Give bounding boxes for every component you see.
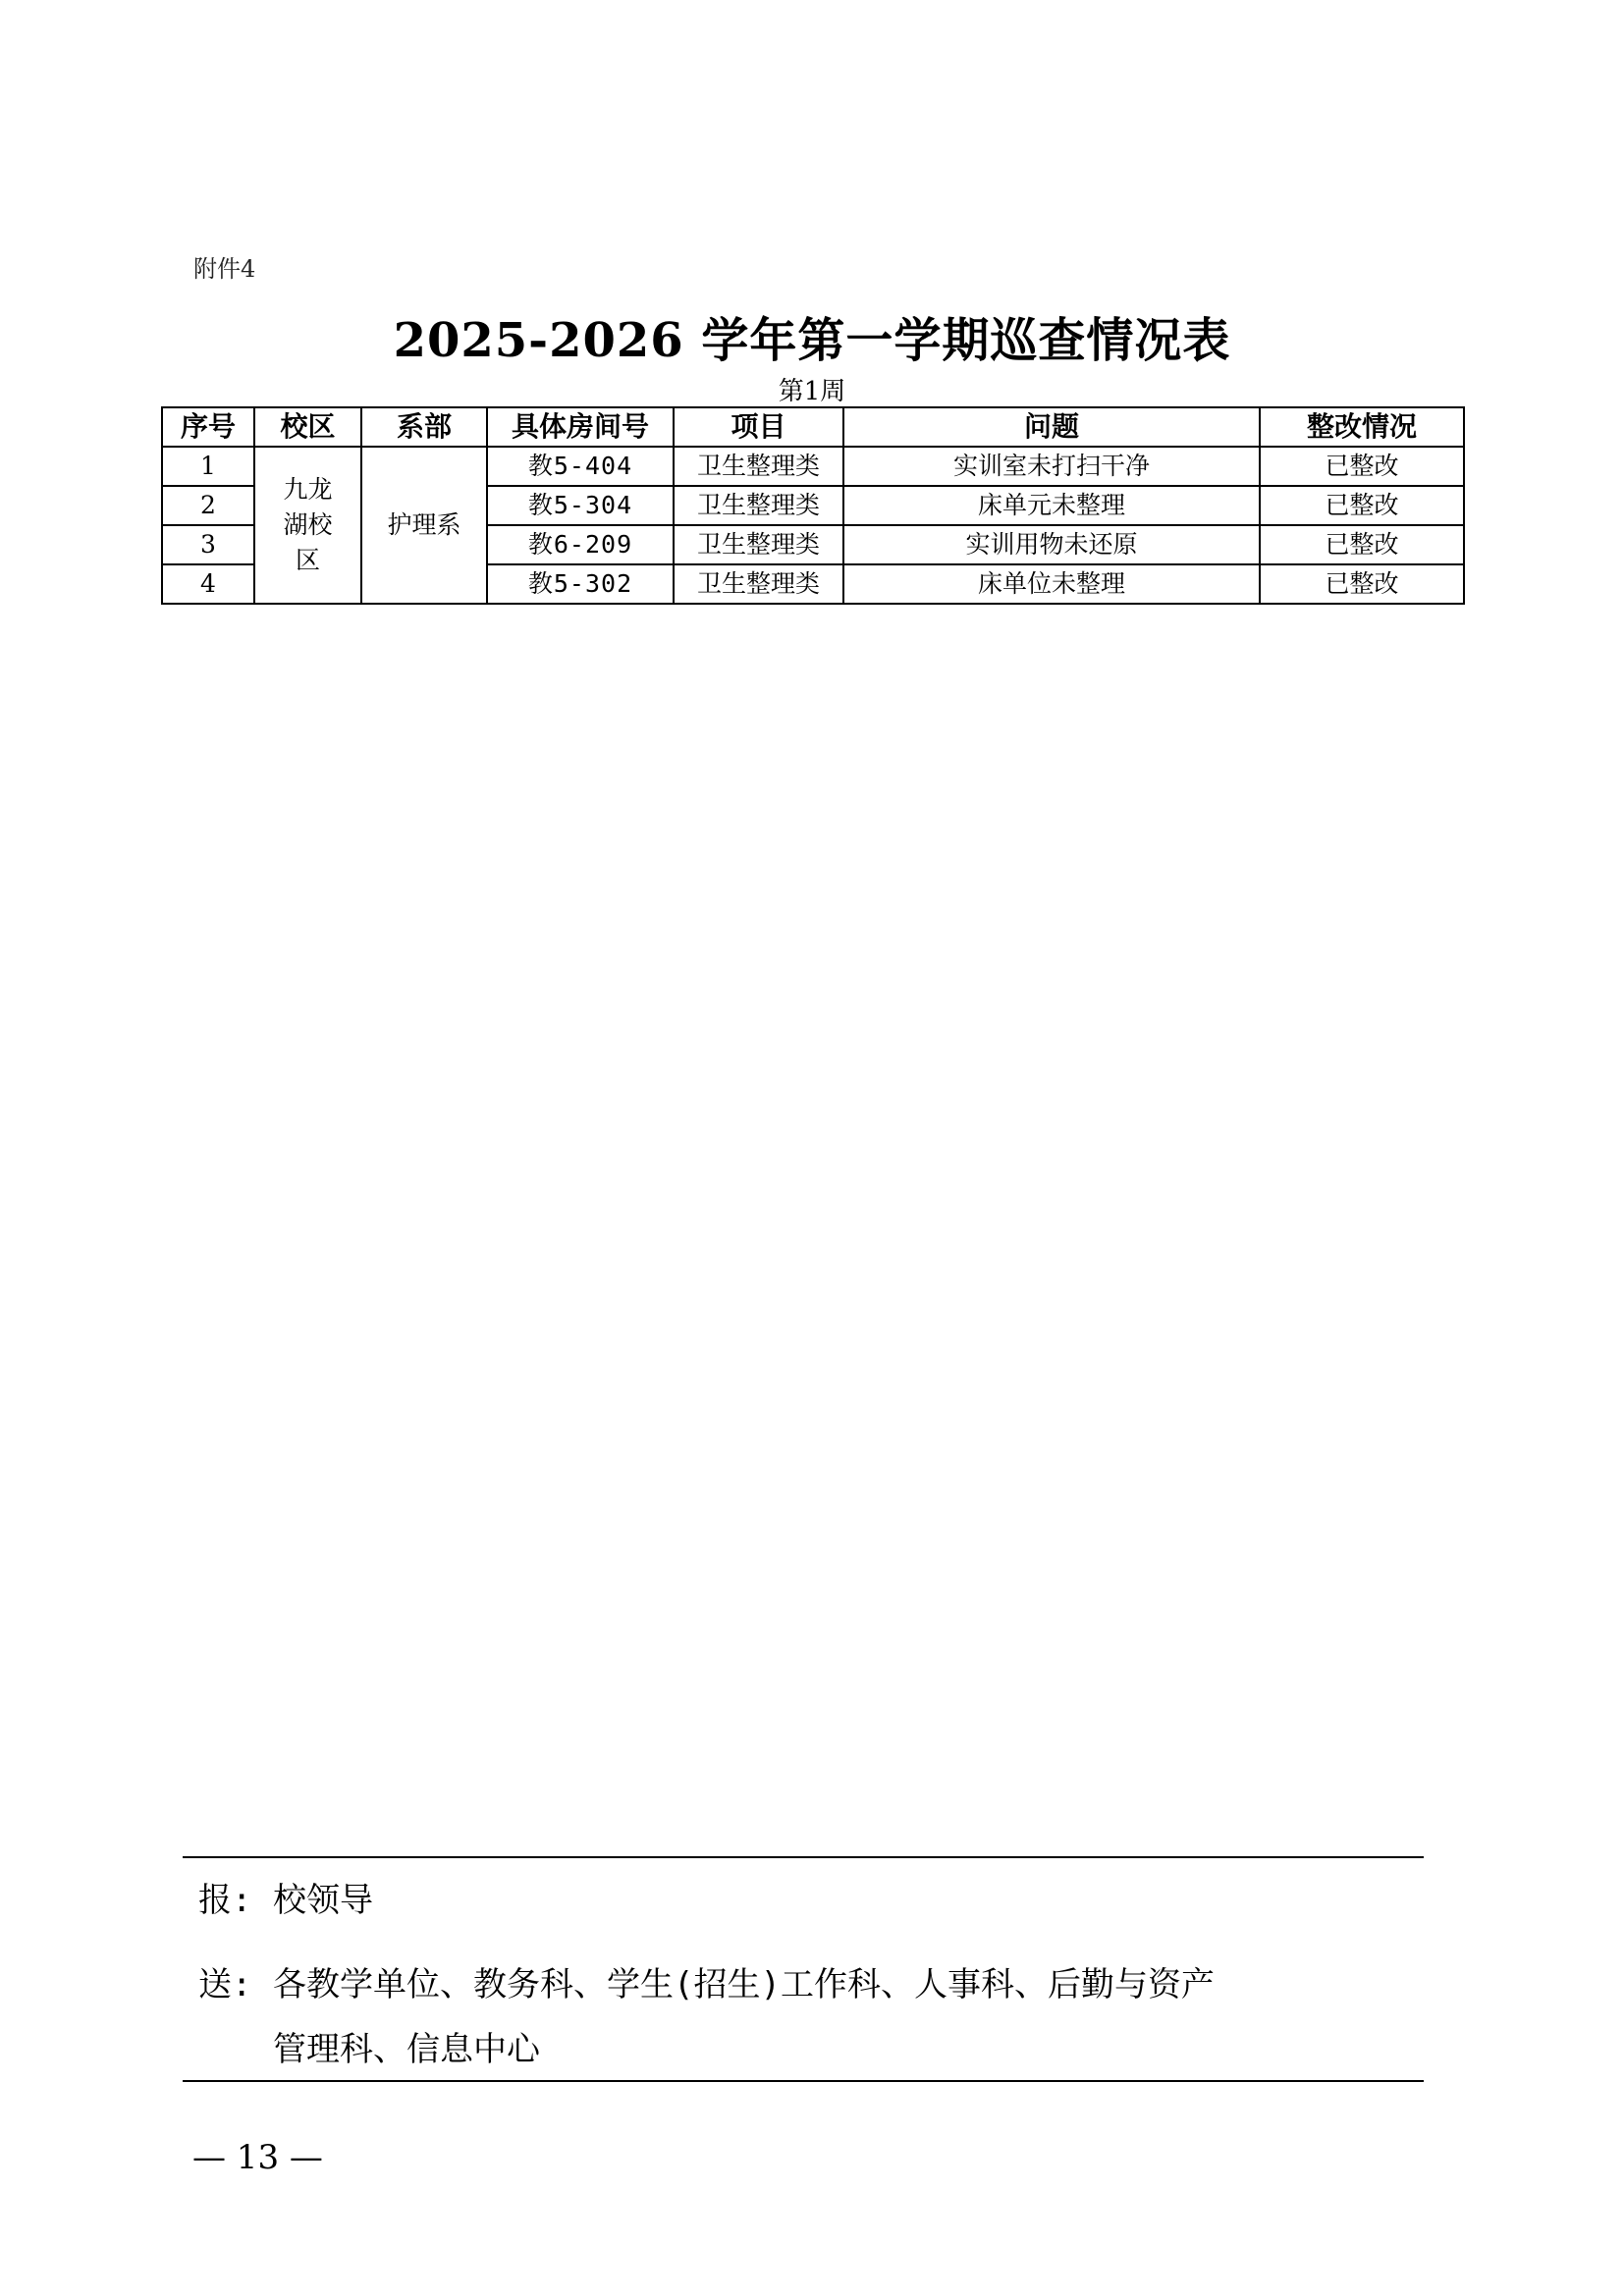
distribution-top-rule <box>183 1856 1424 1858</box>
table-header-row <box>162 407 1464 447</box>
cell-issue: 床单位未整理 <box>843 564 1260 604</box>
cell-no: 1 <box>162 447 254 486</box>
report-line <box>198 1877 373 1924</box>
header-room: 具体房间号 <box>487 407 674 447</box>
cell-issue: 实训用物未还原 <box>843 525 1260 564</box>
campus-line: 九龙 <box>283 475 333 504</box>
report-label: 报: <box>198 1881 252 1920</box>
cell-room: 教5-404 <box>487 447 674 486</box>
cell-item: 卫生整理类 <box>674 486 843 525</box>
cell-item: 卫生整理类 <box>674 447 843 486</box>
header-issue: 问题 <box>843 407 1260 447</box>
cell-room: 教5-304 <box>487 486 674 525</box>
cell-item: 卫生整理类 <box>674 525 843 564</box>
send-label: 送: <box>198 1965 252 2004</box>
page-number: — 13 — <box>192 2138 323 2177</box>
cell-item: 卫生整理类 <box>674 564 843 604</box>
header-department: 系部 <box>361 407 487 447</box>
cell-status: 已整改 <box>1260 486 1464 525</box>
report-recipients: 校领导 <box>273 1881 373 1920</box>
table-row <box>162 447 1464 486</box>
cell-no: 4 <box>162 564 254 604</box>
cell-department: 护理系 <box>361 447 487 604</box>
patrol-table <box>161 406 1465 605</box>
header-campus: 校区 <box>254 407 361 447</box>
week-label: 第1周 <box>778 377 846 406</box>
cell-room: 教6-209 <box>487 525 674 564</box>
attachment-label: 附件4 <box>193 255 256 283</box>
campus-line: 湖校 <box>283 510 333 539</box>
campus-line: 区 <box>295 546 320 574</box>
cell-issue: 实训室未打扫干净 <box>843 447 1260 486</box>
page-title: 2025-2026 学年第一学期巡查情况表 <box>393 313 1231 368</box>
cell-status: 已整改 <box>1260 447 1464 486</box>
send-recipients-line2: 管理科、信息中心 <box>273 2030 540 2069</box>
header-no: 序号 <box>162 407 254 447</box>
cell-campus <box>254 447 361 604</box>
header-status: 整改情况 <box>1260 407 1464 447</box>
header-item: 项目 <box>674 407 843 447</box>
send-recipients-line1: 各教学单位、教务科、学生(招生)工作科、人事科、后勤与资产 <box>273 1965 1215 2004</box>
cell-status: 已整改 <box>1260 564 1464 604</box>
cell-no: 3 <box>162 525 254 564</box>
cell-issue: 床单元未整理 <box>843 486 1260 525</box>
distribution-bottom-rule <box>183 2080 1424 2082</box>
send-line <box>198 1961 1215 2073</box>
cell-room: 教5-302 <box>487 564 674 604</box>
cell-status: 已整改 <box>1260 525 1464 564</box>
cell-no: 2 <box>162 486 254 525</box>
